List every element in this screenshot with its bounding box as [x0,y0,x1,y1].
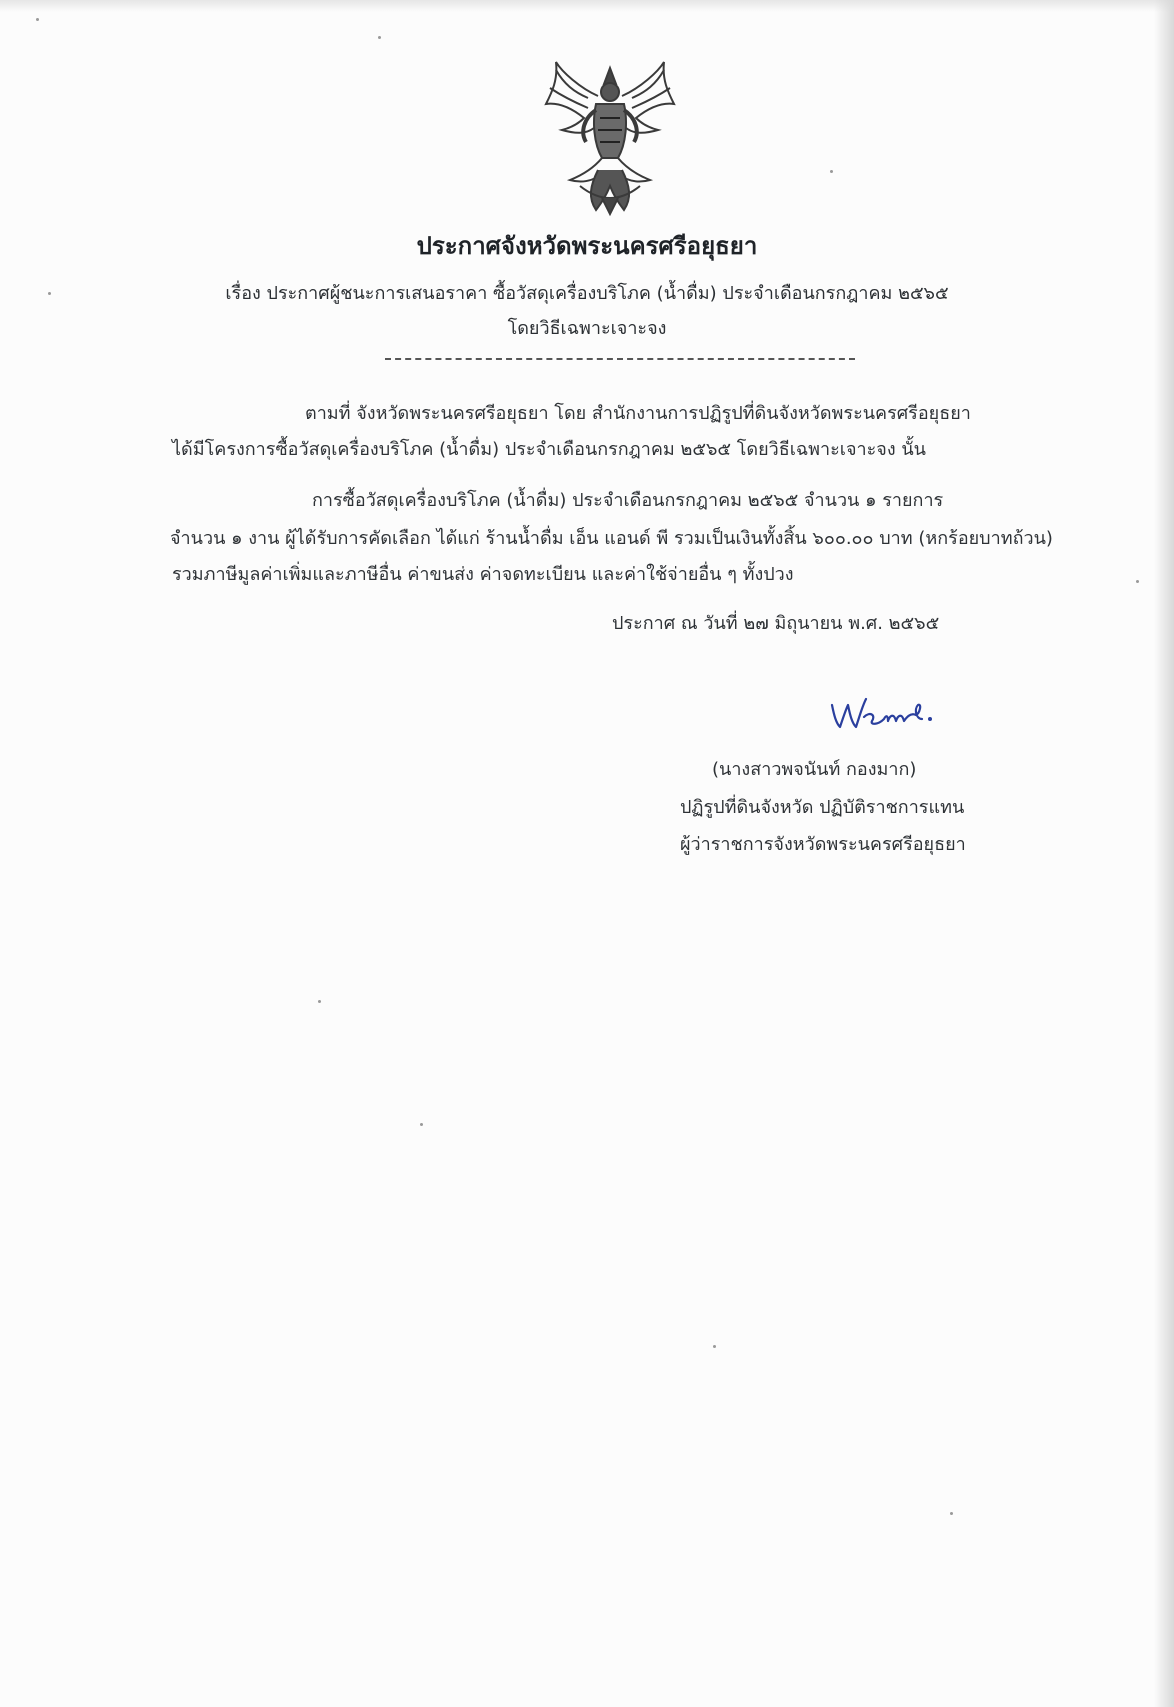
body-paragraph-line: ได้มีโครงการซื้อวัสดุเครื่องบริโภค (น้ำดื่ม) ประจำเดือนกรกฎาคม ๒๕๖๕ โดยวิธีเฉพาะเจาะจง นั้น [172,439,926,460]
scan-speck [830,170,833,173]
body-paragraph-line: จำนวน ๑ งาน ผู้ได้รับการคัดเลือก ได้แก่ ร้านน้ำดื่ม เอ็น แอนด์ พี รวมเป็นเงินทั้งสิ้น ๖๐๐.๐๐ บาท (หกร้อยบาทถ้วน) [170,528,1053,549]
scan-speck [420,1123,423,1126]
divider-line [385,358,855,360]
scan-speck [950,1512,953,1515]
scan-speck [713,1345,716,1348]
signatory-position-line1: ปฏิรูปที่ดินจังหวัด ปฏิบัติราชการแทน [680,797,965,818]
announcement-date: ประกาศ ณ วันที่ ๒๗ มิถุนายน พ.ศ. ๒๕๖๕ [612,613,940,634]
body-paragraph-line: รวมภาษีมูลค่าเพิ่มและภาษีอื่น ค่าขนส่ง ค่าจดทะเบียน และค่าใช้จ่ายอื่น ๆ ทั้งปวง [172,564,794,585]
scan-shadow-top [0,0,1174,12]
scan-speck [378,36,381,39]
garuda-emblem-icon [540,58,680,218]
signatory-position-line2: ผู้ว่าราชการจังหวัดพระนครศรีอยุธยา [680,834,966,855]
procurement-method: โดยวิธีเฉพาะเจาะจง [507,318,667,339]
scan-speck [1136,580,1139,583]
announcement-title: ประกาศจังหวัดพระนครศรีอยุธยา [416,232,758,260]
body-paragraph-line: ตามที่ จังหวัดพระนครศรีอยุธยา โดย สำนักงานการปฏิรูปที่ดินจังหวัดพระนครศรีอยุธยา [305,403,971,424]
signatory-name: (นางสาวพจนันท์ กองมาก) [712,759,917,780]
signature-mark [826,685,946,735]
scan-speck [318,1000,321,1003]
body-paragraph-line: การซื้อวัสดุเครื่องบริโภค (น้ำดื่ม) ประจำเดือนกรกฎาคม ๒๕๖๕ จำนวน ๑ รายการ [312,490,944,511]
announcement-subject: เรื่อง ประกาศผู้ชนะการเสนอราคา ซื้อวัสดุเครื่องบริโภค (น้ำดื่ม) ประจำเดือนกรกฎาคม ๒๕๖๕ [225,283,949,304]
scan-speck [36,18,39,21]
